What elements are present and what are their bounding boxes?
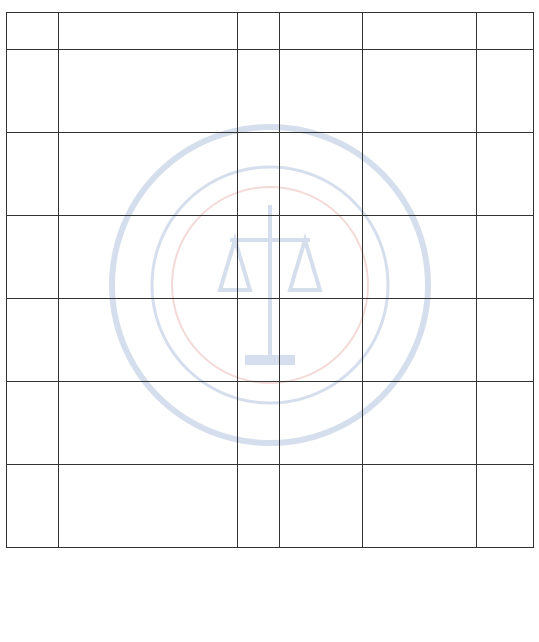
value-line (366, 325, 474, 337)
row-description (59, 382, 238, 465)
row-owner (280, 133, 362, 216)
row-quantity (238, 382, 280, 465)
table-row (7, 465, 534, 548)
description-line (62, 76, 234, 88)
description-line (62, 349, 234, 361)
description-line (62, 88, 234, 100)
row-remark (477, 133, 534, 216)
value-line (366, 159, 474, 171)
value-line (366, 491, 474, 503)
description-line (62, 183, 234, 195)
description-line (62, 479, 234, 491)
row-owner (280, 382, 362, 465)
description-line (62, 242, 234, 254)
description-line (62, 408, 234, 420)
row-remark (477, 299, 534, 382)
row-remark (477, 382, 534, 465)
description-line (62, 420, 234, 432)
value-line (366, 76, 474, 88)
row-description (59, 299, 238, 382)
row-description (59, 133, 238, 216)
header-owner (280, 13, 362, 50)
header-quantity (238, 13, 280, 50)
value-line (366, 408, 474, 420)
row-description (59, 465, 238, 548)
row-remark (477, 216, 534, 299)
row-description (59, 216, 238, 299)
value-line (366, 301, 474, 313)
row-number (7, 133, 59, 216)
description-line (62, 230, 234, 242)
table-row (7, 299, 534, 382)
description-line (62, 313, 234, 325)
table-row (7, 382, 534, 465)
value-line (366, 384, 474, 396)
value-line (366, 64, 474, 76)
asset-table (6, 12, 534, 548)
value-line (366, 396, 474, 408)
description-line (62, 337, 234, 349)
row-number (7, 299, 59, 382)
row-number (7, 216, 59, 299)
row-number (7, 465, 59, 548)
table-row (7, 50, 534, 133)
value-line (366, 218, 474, 230)
summary-line (100, 588, 520, 602)
description-line (62, 254, 234, 266)
row-value (362, 133, 477, 216)
header-remark (477, 13, 534, 50)
value-line (366, 313, 474, 325)
value-line (366, 147, 474, 159)
row-description (59, 50, 238, 133)
row-quantity (238, 465, 280, 548)
row-value (362, 465, 477, 548)
row-quantity (238, 50, 280, 133)
header-description (59, 13, 238, 50)
table-row (7, 133, 534, 216)
description-line (62, 301, 234, 313)
value-line (366, 242, 474, 254)
row-remark (477, 465, 534, 548)
description-line (62, 432, 234, 444)
description-line (62, 325, 234, 337)
header-value (362, 13, 477, 50)
description-line (62, 218, 234, 230)
row-owner (280, 299, 362, 382)
description-line (62, 100, 234, 112)
value-line (366, 479, 474, 491)
table-row (7, 216, 534, 299)
asset-summary (100, 588, 520, 630)
description-line (62, 491, 234, 503)
value-line (366, 52, 474, 64)
description-line (62, 384, 234, 396)
value-line (366, 467, 474, 479)
description-line (62, 147, 234, 159)
header-no (7, 13, 59, 50)
row-owner (280, 50, 362, 133)
summary-line (100, 616, 520, 630)
row-value (362, 299, 477, 382)
row-quantity (238, 299, 280, 382)
description-line (62, 135, 234, 147)
row-value (362, 216, 477, 299)
table-header-row (7, 13, 534, 50)
row-value (362, 382, 477, 465)
description-line (62, 159, 234, 171)
row-number (7, 382, 59, 465)
row-quantity (238, 133, 280, 216)
summary-line (100, 602, 520, 616)
row-number (7, 50, 59, 133)
row-remark (477, 50, 534, 133)
description-line (62, 467, 234, 479)
description-line (62, 52, 234, 64)
value-line (366, 135, 474, 147)
row-owner (280, 216, 362, 299)
row-quantity (238, 216, 280, 299)
description-line (62, 503, 234, 515)
description-line (62, 396, 234, 408)
description-line (62, 515, 234, 527)
row-owner (280, 465, 362, 548)
description-line (62, 64, 234, 76)
description-line (62, 266, 234, 278)
description-line (62, 171, 234, 183)
value-line (366, 230, 474, 242)
row-value (362, 50, 477, 133)
